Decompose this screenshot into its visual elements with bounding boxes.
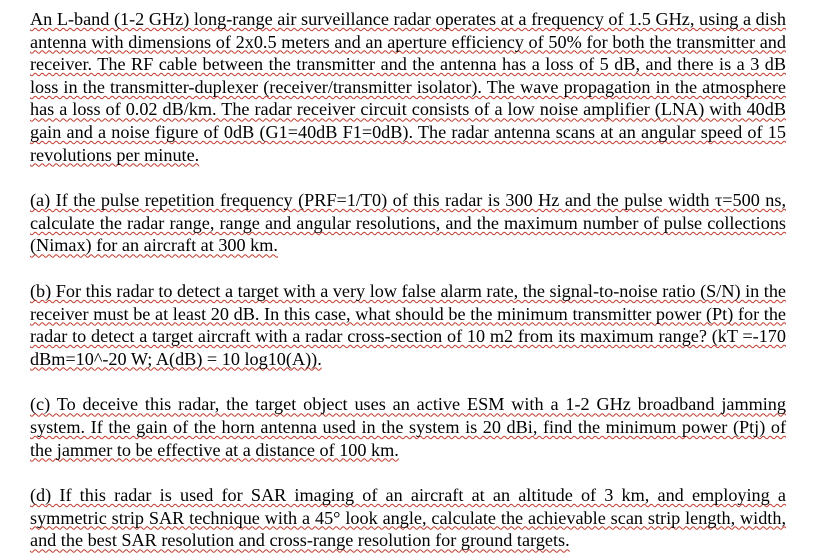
question-a-paragraph: (a) If the pulse repetition frequency (PRF=1/T0) of this radar is 300 Hz and the pulse width τ=500 ns, calculate the radar range, range and angular resolutions, and the maximum number of pulse collections (Nimax) for an aircraft at 300 km.	[30, 190, 786, 256]
question-b-paragraph: (b) For this radar to detect a target with a very low false alarm rate, the signal-to-noise ratio (S/N) in the receiver must be at least 20 dB. In this case, what should be the minimum transmitter power (Pt) for the radar to detect a target aircraft with a radar cross-section of 10 m2 from its maximum range? (kT =-170 dBm=10^-20 W; A(dB) = 10 log10(A)).	[30, 280, 786, 369]
question-c-paragraph: (c) To deceive this radar, the target object uses an active ESM with a 1-2 GHz broadband jamming system. If the gain of the horn antenna used in the system is 20 dBi, find the minimum power (Ptj) of the jammer to be effective at a distance of 100 km.	[30, 394, 786, 460]
question-d-paragraph: (d) If this radar is used for SAR imaging of an aircraft at an altitude of 3 km, and employing a symmetric strip SAR technique with a 45° look angle, calculate the achievable scan strip length, width, and the best SAR resolution and cross-range resolution for ground targets.	[30, 485, 786, 551]
document-body	[30, 8, 786, 552]
problem-intro-paragraph: An L-band (1-2 GHz) long-range air surveillance radar operates at a frequency of 1.5 GHz, using a dish antenna with dimensions of 2x0.5 meters and an aperture efficiency of 50% for both the transmitter and receiver. The RF cable between the transmitter and the antenna has a loss of 5 dB, and there is a 3 dB loss in the transmitter-duplexer (receiver/transmitter isolator). The wave propagation in the atmosphere has a loss of 0.02 dB/km. The radar receiver circuit consists of a low noise amplifier (LNA) with 40dB gain and a noise figure of 0dB (G1=40dB F1=0dB). The radar antenna scans at an angular speed of 15 revolutions per minute.	[30, 9, 786, 165]
